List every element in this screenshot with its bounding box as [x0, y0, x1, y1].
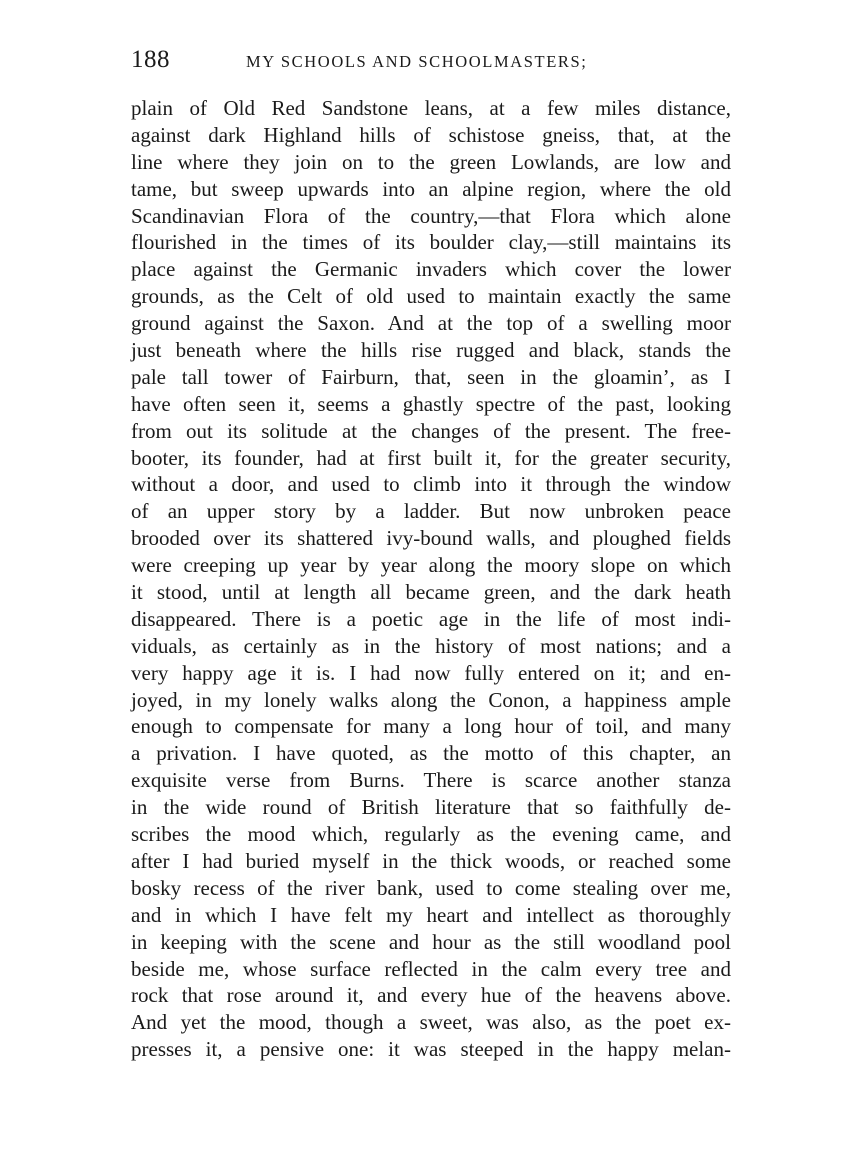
- text-line: were creeping up year by year along the moory slope on which: [131, 553, 731, 578]
- text-line: enough to compensate for many a long hour of toil, and many: [131, 714, 731, 739]
- text-line: And yet the mood, though a sweet, was also, as the poet ex-: [131, 1010, 731, 1035]
- text-line: exquisite verse from Burns. There is scarce another stanza: [131, 768, 731, 793]
- text-line: have often seen it, seems a ghastly spectre of the past, looking: [131, 391, 731, 416]
- text-line: place against the Germanic invaders which cover the lower: [131, 257, 731, 282]
- text-line: tame, but sweep upwards into an alpine region, where the old: [131, 176, 731, 201]
- text-line: against dark Highland hills of schistose gneiss, that, at the: [131, 122, 731, 147]
- text-line: grounds, as the Celt of old used to maintain exactly the same: [131, 284, 731, 309]
- text-line: Scandinavian Flora of the country,—that Flora which alone: [131, 203, 731, 228]
- text-line: line where they join on to the green Lowlands, are low and: [131, 149, 731, 174]
- running-head: MY SCHOOLS AND SCHOOLMASTERS;: [246, 52, 588, 71]
- text-line: in keeping with the scene and hour as the still woodland pool: [131, 929, 731, 954]
- body-text: [131, 95, 731, 1063]
- text-line: plain of Old Red Sandstone leans, at a few miles distance,: [131, 96, 731, 120]
- text-line: brooded over its shattered ivy-bound walls, and ploughed fields: [131, 526, 731, 551]
- text-line: without a door, and used to climb into it through the window: [131, 472, 731, 497]
- page-header: [131, 44, 731, 80]
- text-line: just beneath where the hills rise rugged and black, stands the: [131, 338, 731, 363]
- text-line: beside me, whose surface reflected in the calm every tree and: [131, 956, 731, 981]
- text-line: and in which I have felt my heart and intellect as thoroughly: [131, 902, 731, 927]
- text-line: it stood, until at length all became green, and the dark heath: [131, 580, 731, 605]
- text-line: pale tall tower of Fairburn, that, seen in the gloamin’, as I: [131, 364, 731, 389]
- text-line: scribes the mood which, regularly as the evening came, and: [131, 822, 731, 847]
- text-line: a privation. I have quoted, as the motto of this chapter, an: [131, 741, 731, 766]
- text-line: ground against the Saxon. And at the top of a swelling moor: [131, 311, 731, 336]
- text-line: of an upper story by a ladder. But now unbroken peace: [131, 499, 731, 524]
- text-line: booter, its founder, had at first built it, for the greater security,: [131, 445, 731, 470]
- text-line: flourished in the times of its boulder clay,—still maintains its: [131, 230, 731, 255]
- text-line: in the wide round of British literature that so faithfully de-: [131, 795, 731, 820]
- text-line: from out its solitude at the changes of the present. The free-: [131, 418, 731, 443]
- text-line: rock that rose around it, and every hue of the heavens above.: [131, 983, 731, 1008]
- page-number: 188: [131, 46, 170, 73]
- text-line: bosky recess of the river bank, used to come stealing over me,: [131, 875, 731, 900]
- text-line: after I had buried myself in the thick woods, or reached some: [131, 848, 731, 873]
- text-line: viduals, as certainly as in the history of most nations; and a: [131, 633, 731, 658]
- text-line: very happy age it is. I had now fully entered on it; and en-: [131, 660, 731, 685]
- text-line: presses it, a pensive one: it was steeped in the happy melan-: [131, 1037, 731, 1062]
- text-line: disappeared. There is a poetic age in the life of most indi-: [131, 606, 731, 631]
- text-line: joyed, in my lonely walks along the Conon, a happiness ample: [131, 687, 731, 712]
